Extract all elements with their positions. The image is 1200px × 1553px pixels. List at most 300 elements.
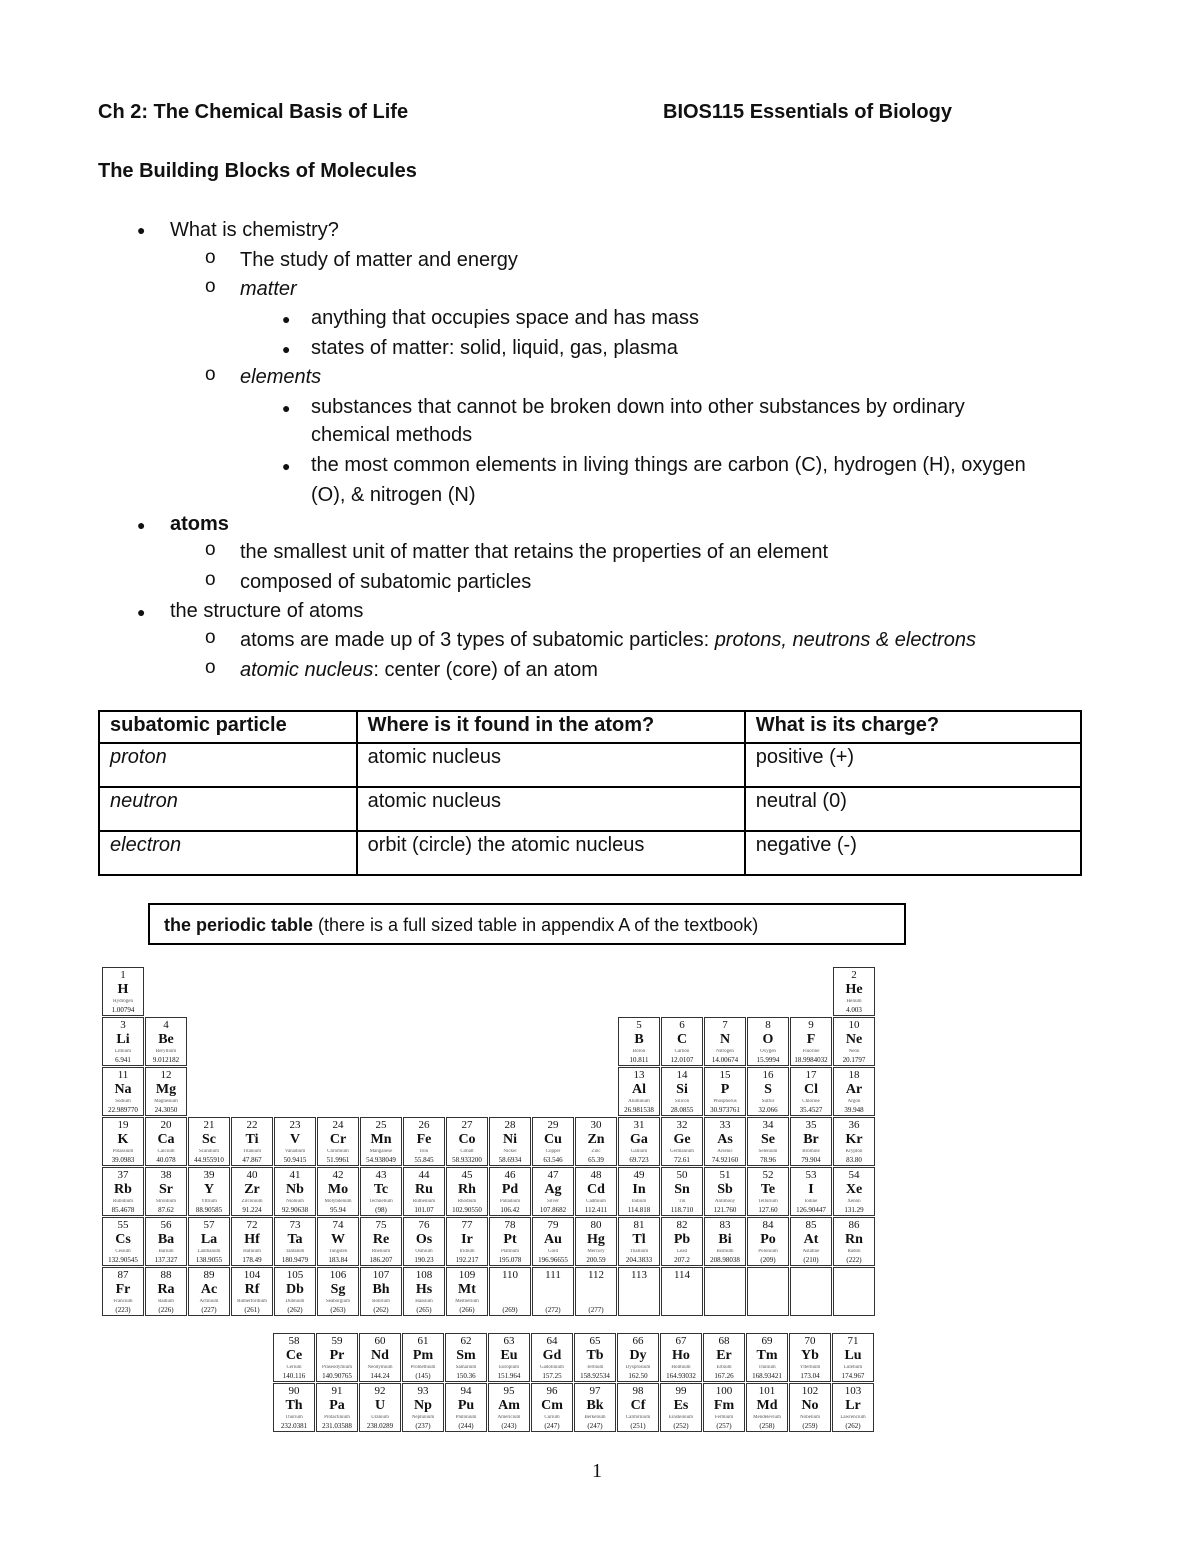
element-symbol: Co — [458, 1132, 476, 1147]
element-number: 61 — [417, 1335, 429, 1347]
element-number: 72 — [246, 1219, 258, 1231]
element-mass: (247) — [587, 1422, 603, 1430]
outline-item-continued: chemical methods — [311, 424, 473, 446]
element-cell — [618, 1267, 660, 1316]
element-number: 62 — [460, 1335, 472, 1347]
element-mass: 65.39 — [588, 1156, 604, 1164]
element-number: 114 — [673, 1269, 691, 1281]
element-mass: 164.93032 — [666, 1372, 696, 1380]
element-name: Gallium — [630, 1149, 648, 1154]
element-name: Cadmium — [586, 1199, 606, 1204]
element-number: 91 — [331, 1385, 343, 1397]
element-cell — [488, 1383, 530, 1432]
element-cell — [747, 1067, 789, 1116]
element-mass: 118.710 — [670, 1206, 694, 1214]
element-cell — [531, 1333, 573, 1382]
element-number: 30 — [590, 1119, 602, 1131]
element-number: 92 — [374, 1385, 386, 1397]
element-cell — [360, 1217, 402, 1266]
element-mass: 238.0289 — [366, 1422, 394, 1430]
element-number: 99 — [675, 1385, 687, 1397]
element-symbol: Ac — [200, 1282, 218, 1297]
element-mass: 91.224 — [242, 1206, 262, 1214]
element-cell — [704, 1217, 746, 1266]
element-number: 110 — [501, 1269, 519, 1281]
element-symbol: Pu — [457, 1398, 475, 1413]
element-number: 35 — [805, 1119, 817, 1131]
element-cell — [402, 1383, 444, 1432]
element-name: Iridium — [459, 1249, 475, 1254]
bullet-icon: ● — [282, 341, 291, 357]
element-mass: (262) — [845, 1422, 861, 1430]
element-symbol: C — [676, 1032, 688, 1047]
element-name: Rhodium — [457, 1199, 477, 1204]
element-name: Einsteinium — [668, 1415, 694, 1420]
element-cell — [489, 1267, 531, 1316]
element-cell — [360, 1117, 402, 1166]
element-number: 56 — [160, 1219, 172, 1231]
element-cell — [359, 1333, 401, 1382]
element-cell — [188, 1167, 230, 1216]
element-number: 108 — [415, 1269, 433, 1281]
element-cell — [618, 1067, 660, 1116]
element-cell — [231, 1267, 273, 1316]
element-cell — [317, 1167, 359, 1216]
element-number: 104 — [243, 1269, 261, 1281]
table-header-row — [99, 711, 1081, 743]
element-name: Americium — [497, 1415, 521, 1420]
table-cell: atomic nucleus — [357, 743, 745, 787]
element-name: Hassium — [415, 1299, 433, 1304]
element-symbol: Re — [372, 1232, 390, 1247]
element-cell — [704, 1117, 746, 1166]
element-symbol: At — [803, 1232, 819, 1247]
element-mass: 28.0855 — [670, 1106, 694, 1114]
element-number: 100 — [715, 1385, 733, 1397]
element-cell — [489, 1167, 531, 1216]
element-number: 24 — [332, 1119, 344, 1131]
element-symbol: Na — [114, 1082, 132, 1097]
element-cell — [575, 1217, 617, 1266]
element-number: 73 — [289, 1219, 301, 1231]
element-number: 79 — [547, 1219, 559, 1231]
element-number: 107 — [372, 1269, 390, 1281]
table-row — [99, 831, 1081, 875]
element-cell — [660, 1383, 702, 1432]
element-mass: 39.948 — [844, 1106, 864, 1114]
element-name: Bromine — [802, 1149, 820, 1154]
element-number: 47 — [547, 1169, 559, 1181]
element-number: 11 — [117, 1069, 129, 1081]
element-mass: 121.760 — [713, 1206, 737, 1214]
element-mass: (262) — [373, 1306, 389, 1314]
element-mass: 132.90545 — [108, 1256, 138, 1264]
element-name: Selenium — [758, 1149, 778, 1154]
element-number: 1 — [120, 969, 126, 981]
element-cell — [661, 1267, 703, 1316]
element-symbol: B — [634, 1032, 644, 1047]
element-symbol: Ba — [157, 1232, 175, 1247]
element-mass: 186.207 — [369, 1256, 393, 1264]
table-cell: electron — [99, 831, 357, 875]
element-number: 101 — [758, 1385, 776, 1397]
element-name: Tungsten — [328, 1249, 348, 1254]
element-cell — [360, 1167, 402, 1216]
element-symbol: Hg — [587, 1232, 605, 1247]
element-cell — [833, 1067, 875, 1116]
outline-item: atoms — [170, 513, 229, 535]
element-cell — [102, 1267, 144, 1316]
element-cell — [790, 1167, 832, 1216]
element-cell — [446, 1267, 488, 1316]
element-name: Neptunium — [411, 1415, 435, 1420]
element-symbol: Y — [203, 1182, 215, 1197]
outline-emphasis: atomic nucleus — [240, 659, 374, 681]
element-number: 111 — [545, 1269, 561, 1281]
element-mass: 10.811 — [629, 1056, 649, 1064]
element-name: Bismuth — [716, 1249, 734, 1254]
element-mass: 51.9961 — [326, 1156, 350, 1164]
element-name: Tantalum — [285, 1249, 305, 1254]
element-number: 18 — [848, 1069, 860, 1081]
element-mass: 47.867 — [242, 1156, 262, 1164]
element-mass: (265) — [416, 1306, 432, 1314]
outline-item: elements — [240, 366, 322, 388]
element-number: 29 — [547, 1119, 559, 1131]
element-number: 36 — [848, 1119, 860, 1131]
element-mass: 131.29 — [844, 1206, 864, 1214]
circle-bullet-icon: o — [205, 627, 216, 648]
element-mass: (243) — [501, 1422, 517, 1430]
element-number: 44 — [418, 1169, 430, 1181]
element-mass: 35.4527 — [799, 1106, 823, 1114]
element-mass: 190.23 — [414, 1256, 434, 1264]
element-name: Ytterbium — [799, 1365, 821, 1370]
element-mass: 50.9415 — [283, 1156, 307, 1164]
element-symbol: Bk — [586, 1398, 604, 1413]
element-name: Nickel — [503, 1149, 517, 1154]
element-number: 89 — [203, 1269, 215, 1281]
bullet-icon: ● — [282, 400, 291, 416]
element-mass: 69.723 — [629, 1156, 649, 1164]
element-number: 9 — [808, 1019, 814, 1031]
element-number: 71 — [847, 1335, 859, 1347]
element-name: Sodium — [115, 1099, 131, 1104]
element-name: Boron — [632, 1049, 646, 1054]
element-mass: 15.9994 — [756, 1056, 780, 1064]
element-cell — [145, 1117, 187, 1166]
element-symbol: Ce — [285, 1348, 303, 1363]
element-symbol: Eu — [500, 1348, 518, 1363]
element-name: Carbon — [674, 1049, 690, 1054]
table-cell: orbit (circle) the atomic nucleus — [357, 831, 745, 875]
element-symbol: Cr — [329, 1132, 347, 1147]
element-number: 28 — [504, 1119, 516, 1131]
element-mass: 180.9479 — [281, 1256, 309, 1264]
element-cell — [661, 1067, 703, 1116]
element-name: Antimony — [714, 1199, 736, 1204]
element-name: Thorium — [285, 1415, 303, 1420]
element-symbol: Sb — [717, 1182, 733, 1197]
element-symbol: Se — [761, 1132, 775, 1147]
element-number: 21 — [203, 1119, 215, 1131]
element-symbol: Tm — [756, 1348, 778, 1363]
element-name: Astatine — [802, 1249, 820, 1254]
element-symbol: Ni — [503, 1132, 517, 1147]
element-symbol: Pt — [503, 1232, 517, 1247]
element-mass: 162.50 — [628, 1372, 648, 1380]
element-symbol: Fm — [713, 1398, 735, 1413]
element-symbol: Pb — [673, 1232, 691, 1247]
element-symbol: Yb — [801, 1348, 819, 1363]
element-number: 10 — [848, 1019, 860, 1031]
element-symbol: Ge — [673, 1132, 691, 1147]
element-symbol: Db — [286, 1282, 304, 1297]
element-cell — [661, 1017, 703, 1066]
element-number: 83 — [719, 1219, 731, 1231]
element-name: Chromium — [327, 1149, 349, 1154]
element-cell — [618, 1017, 660, 1066]
outline-item: substances that cannot be broken down into other substances by ordinary — [311, 396, 965, 418]
element-mass: (261) — [244, 1306, 260, 1314]
element-name: Mendelevium — [753, 1415, 781, 1420]
element-number: 32 — [676, 1119, 688, 1131]
subatomic-particle-table — [98, 710, 1082, 876]
element-symbol: Lu — [844, 1348, 862, 1363]
element-name: Francium — [113, 1299, 133, 1304]
element-cell — [446, 1217, 488, 1266]
element-cell — [274, 1217, 316, 1266]
element-name: Gadolinium — [540, 1365, 564, 1370]
element-number: 12 — [160, 1069, 172, 1081]
element-name: Magnesium — [154, 1099, 178, 1104]
element-mass: (263) — [330, 1306, 346, 1314]
element-number: 84 — [762, 1219, 774, 1231]
element-name: Silver — [547, 1199, 559, 1204]
element-cell — [618, 1117, 660, 1166]
element-mass: (145) — [415, 1372, 431, 1380]
element-mass: 72.61 — [674, 1156, 690, 1164]
element-mass: (209) — [760, 1256, 776, 1264]
element-number: 82 — [676, 1219, 688, 1231]
element-name: Ruthenium — [412, 1199, 436, 1204]
element-name: Promethium — [410, 1365, 436, 1370]
element-cell — [833, 1267, 875, 1316]
table-cell: atomic nucleus — [357, 787, 745, 831]
element-name: Silicon — [674, 1099, 690, 1104]
outline-item: anything that occupies space and has mass — [311, 307, 700, 329]
element-mass: 114.818 — [627, 1206, 651, 1214]
element-name: Radium — [158, 1299, 174, 1304]
element-cell — [704, 1067, 746, 1116]
element-mass: (227) — [201, 1306, 217, 1314]
element-name: Gold — [548, 1249, 558, 1254]
element-cell — [832, 1383, 874, 1432]
column-header: Where is it found in the atom? — [357, 711, 745, 743]
element-symbol: Lr — [845, 1398, 861, 1413]
element-name: Niobium — [286, 1199, 304, 1204]
element-name: Plutonium — [455, 1415, 477, 1420]
element-symbol: Cu — [544, 1132, 562, 1147]
element-number: 55 — [117, 1219, 129, 1231]
element-symbol: In — [632, 1182, 646, 1197]
circle-bullet-icon: o — [205, 364, 216, 385]
element-cell — [790, 1017, 832, 1066]
element-symbol: Er — [716, 1348, 732, 1363]
element-cell — [102, 1167, 144, 1216]
element-mass: 6.941 — [115, 1056, 131, 1064]
element-symbol: Nd — [371, 1348, 389, 1363]
element-symbol: Br — [803, 1132, 819, 1147]
element-number: 40 — [246, 1169, 258, 1181]
element-mass: 144.24 — [370, 1372, 390, 1380]
element-number: 105 — [286, 1269, 304, 1281]
element-number: 87 — [117, 1269, 129, 1281]
element-symbol: Ru — [415, 1182, 433, 1197]
outline-item: What is chemistry? — [170, 219, 339, 241]
element-symbol: Cm — [541, 1398, 563, 1413]
element-cell — [317, 1267, 359, 1316]
element-mass: (251) — [630, 1422, 646, 1430]
element-mass: 30.973761 — [710, 1106, 740, 1114]
element-name: Yttrium — [201, 1199, 217, 1204]
element-cell — [317, 1117, 359, 1166]
element-name: Zinc — [591, 1149, 601, 1154]
element-name: Xenon — [847, 1199, 861, 1204]
element-mass: 26.981538 — [624, 1106, 654, 1114]
element-symbol: Mn — [370, 1132, 392, 1147]
element-cell — [145, 1217, 187, 1266]
element-cell — [446, 1117, 488, 1166]
element-symbol: Pm — [412, 1348, 434, 1363]
element-number: 50 — [676, 1169, 688, 1181]
element-mass: 63.546 — [543, 1156, 563, 1164]
element-mass: 44.955910 — [194, 1156, 224, 1164]
bullet-icon: ● — [137, 517, 146, 533]
element-symbol: As — [717, 1132, 733, 1147]
element-name: Rhenium — [371, 1249, 391, 1254]
element-cell — [102, 1217, 144, 1266]
element-cell — [704, 1267, 746, 1316]
element-number: 76 — [418, 1219, 430, 1231]
caption-bold: the periodic table — [164, 915, 314, 935]
element-name: Nobelium — [800, 1415, 820, 1420]
element-name: Scandium — [199, 1149, 219, 1154]
element-symbol: Al — [632, 1082, 646, 1097]
element-name: Meitnerium — [455, 1299, 479, 1304]
element-number: 16 — [762, 1069, 774, 1081]
element-mass: (237) — [415, 1422, 431, 1430]
element-name: Barium — [158, 1249, 174, 1254]
element-mass: (259) — [802, 1422, 818, 1430]
outline-emphasis: protons, neutrons & electrons — [714, 629, 976, 651]
element-cell — [316, 1333, 358, 1382]
element-mass: 207.2 — [674, 1256, 690, 1264]
element-symbol: Tb — [586, 1348, 604, 1363]
element-symbol: Xe — [845, 1182, 863, 1197]
element-mass: (244) — [458, 1422, 474, 1430]
element-symbol: Si — [676, 1082, 688, 1097]
element-mass: 126.90447 — [796, 1206, 826, 1214]
column-header: subatomic particle — [99, 711, 357, 743]
bullet-icon: ● — [282, 311, 291, 327]
element-number: 37 — [117, 1169, 129, 1181]
element-mass: 88.90585 — [195, 1206, 223, 1214]
element-number: 65 — [589, 1335, 601, 1347]
element-symbol: Nb — [286, 1182, 304, 1197]
element-number: 109 — [458, 1269, 476, 1281]
element-mass: 14.00674 — [711, 1056, 739, 1064]
element-cell — [703, 1383, 745, 1432]
element-name: Aluminum — [628, 1099, 650, 1104]
element-mass: 87.62 — [158, 1206, 174, 1214]
element-symbol: P — [720, 1082, 730, 1097]
element-cell — [188, 1267, 230, 1316]
element-mass: 232.0381 — [280, 1422, 308, 1430]
element-symbol: Ir — [461, 1232, 473, 1247]
element-cell — [833, 1017, 875, 1066]
element-cell — [145, 1267, 187, 1316]
element-symbol: He — [845, 982, 863, 997]
element-mass: 168.93421 — [752, 1372, 782, 1380]
element-cell — [790, 1067, 832, 1116]
table-cell: positive (+) — [745, 743, 1081, 787]
element-symbol: Ti — [245, 1132, 259, 1147]
element-symbol: H — [117, 982, 129, 997]
element-symbol: Li — [116, 1032, 130, 1047]
element-mass: 78.96 — [760, 1156, 776, 1164]
element-cell — [532, 1267, 574, 1316]
element-mass: 137.327 — [154, 1256, 178, 1264]
element-cell — [746, 1383, 788, 1432]
element-number: 59 — [331, 1335, 343, 1347]
element-mass: 58.933200 — [452, 1156, 482, 1164]
element-cell — [575, 1117, 617, 1166]
table-cell: neutron — [99, 787, 357, 831]
circle-bullet-icon: o — [205, 569, 216, 590]
element-cell — [531, 1383, 573, 1432]
element-name: Curium — [544, 1415, 560, 1420]
element-mass: (226) — [158, 1306, 174, 1314]
element-cell — [488, 1333, 530, 1382]
element-name: Arsenic — [717, 1149, 733, 1154]
element-number: 57 — [203, 1219, 215, 1231]
element-symbol: Ca — [157, 1132, 175, 1147]
element-cell — [231, 1217, 273, 1266]
outline-item: matter — [240, 278, 297, 300]
element-mass: 9.012182 — [152, 1056, 180, 1064]
element-number: 15 — [719, 1069, 731, 1081]
element-symbol: Mg — [155, 1082, 177, 1097]
element-number: 75 — [375, 1219, 387, 1231]
table-cell: neutral (0) — [745, 787, 1081, 831]
element-name: Osmium — [415, 1249, 433, 1254]
element-symbol: Os — [415, 1232, 433, 1247]
element-mass: 83.80 — [846, 1156, 862, 1164]
element-cell — [833, 1117, 875, 1166]
element-cell — [747, 1167, 789, 1216]
element-cell — [617, 1333, 659, 1382]
element-symbol: O — [762, 1032, 774, 1047]
element-symbol: Rf — [244, 1282, 260, 1297]
element-number: 113 — [630, 1269, 648, 1281]
element-number: 97 — [589, 1385, 601, 1397]
element-mass: 54.938049 — [366, 1156, 396, 1164]
element-name: Platinum — [500, 1249, 520, 1254]
element-name: Phosphorus — [713, 1099, 737, 1104]
element-name: Hafnium — [243, 1249, 261, 1254]
element-name: Actinium — [199, 1299, 219, 1304]
